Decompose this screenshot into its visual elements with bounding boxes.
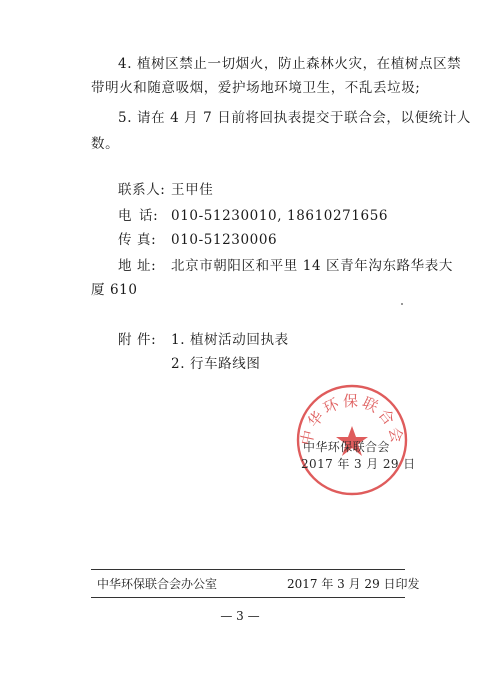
contact-person-value: 王甲佳 [171,182,214,198]
attachment-item-1: 1. 植树活动回执表 [171,332,289,348]
footer-issuer: 中华环保联合会办公室 [97,577,218,591]
contact-address-label: 地 址: [118,258,157,274]
contact-phone-value: 010-51230010, 18610271656 [171,208,389,224]
contact-address-continued: 厦 610 [91,282,138,298]
footer-issue-date: 2017 年 3 月 29 日印发 [287,577,420,591]
attachments-label: 附 件: [118,332,157,348]
contact-address-value: 北京市朝阳区和平里 14 区青年沟东路华表大 [171,258,453,274]
signature-date: 2017 年 3 月 29 日 [301,457,416,471]
footer-top-rule [91,569,405,570]
body-line-1: 4. 植树区禁止一切烟火，防止森林火灾，在植树点区禁 [118,56,462,72]
contact-fax-value: 010-51230006 [171,232,278,248]
body-line-2: 带明火和随意吸烟，爱护场地环境卫生，不乱丢垃圾; [91,80,421,96]
footer-bottom-rule [91,597,405,598]
speck [401,303,403,305]
contact-person-label: 联系人: [118,182,166,198]
contact-phone-label: 电 话: [118,208,159,224]
contact-fax-label: 传 真: [118,232,157,248]
page-number: — 3 — [220,609,260,623]
attachment-item-2: 2. 行车路线图 [171,356,261,372]
body-line-3: 5. 请在 4 月 7 日前将回执表提交于联合会，以便统计人 [118,110,472,126]
signature-org: 中华环保联合会 [303,440,390,454]
body-line-4: 数。 [91,136,120,152]
seal-text: 中华环保联合会 [297,392,407,448]
